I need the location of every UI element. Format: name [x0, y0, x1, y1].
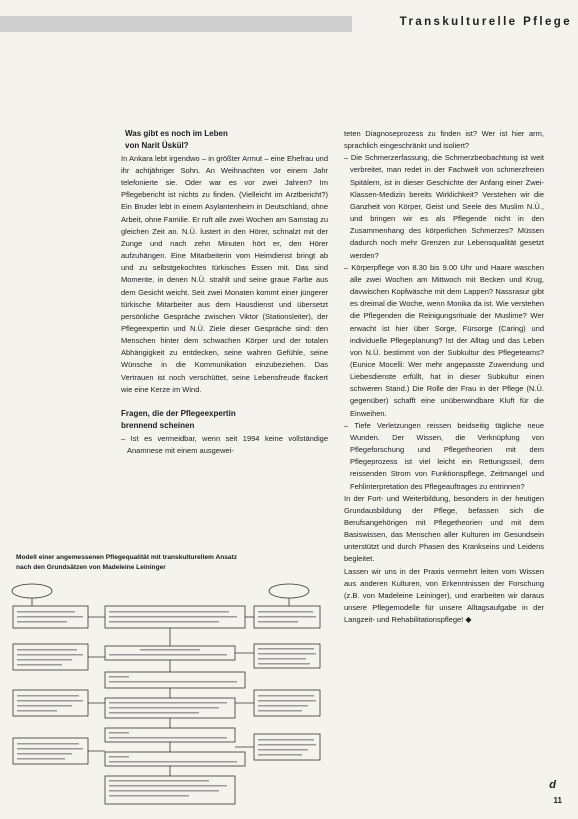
text-placeholder — [258, 754, 302, 756]
text-placeholder — [17, 654, 83, 656]
text-placeholder — [109, 737, 227, 739]
text-placeholder — [109, 785, 227, 787]
header-title: Transkulturelle Pflege — [399, 16, 572, 28]
page-number: 11 — [553, 796, 562, 805]
text-placeholder — [17, 753, 72, 755]
caption-line-1: Modell einer angemessenen Pflegequalität mit transkulturellem Ansatz — [16, 554, 238, 561]
diagram-box-left-2 — [13, 644, 88, 670]
section-heading-1b: von Narit Üskül? — [125, 141, 189, 151]
corner-logo-mark: d — [549, 779, 556, 791]
diagram-box-center-2 — [105, 646, 235, 660]
caption-line-2: nach den Grundsätzen von Madeleine Leininger — [16, 563, 166, 571]
text-placeholder — [258, 695, 314, 697]
text-placeholder — [109, 795, 189, 797]
text-placeholder — [258, 705, 308, 707]
bullet-schmerz: – Die Schmerzerfassung, die Schmerzbeobachtung ist weit verbreitet, man redet in der Fachwelt von schmerzfreien Spitälern, ist in dieser Geschichte der Anfang einer Zwei-Klassen-Medizin bereits Wirklichkeit? Verstehen wir die Ganzheit von Körper, Geist und Seele des Muslim N.Ü., und bringen wir es als Pflegende nicht in den Zusammenhang des körperlichen Schmerzes? Müssen dadurch noch mehr Grenzen zur Lebensqualität gesetzt werden? — [344, 153, 545, 260]
text-placeholder — [258, 739, 314, 741]
bullet-schmerz-text: Die Schmerzerfassung, die Schmerzbeobachtung ist weit verbreitet, man redet in der Fachwelt von schmerzfreien Spitälern, ist in dieser Geschichte der Anfang einer Zwei-Klassen-Medizin bereits Wirklichkeit? Verstehen wir die Ganzheit von Körper, Geist und Seele des Muslim N.Ü., und bringen wir es als Pflegende nicht in den Zusammenhang des körperlichen Schmerzes? Müssen dadurch noch mehr Grenzen zur Lebensqualität gesetzt werden? — [350, 153, 545, 260]
text-placeholder — [109, 790, 219, 792]
text-placeholder — [258, 710, 302, 712]
paragraph-schluss — [344, 566, 544, 627]
text-placeholder — [17, 664, 62, 666]
paragraph-schluss-text: Lassen wir uns in der Praxis vermehrt leiten vom Wissen aus anderen Kulturen, von Erkenntnissen der Forschung (z.B. von Madeleine Leininger), und erarbeiten wir daraus unsere Pflegemodelle für unsere Alltagsaufgabe in der Langzeit- und Rehabilitationspflege! — [344, 566, 544, 625]
right-column — [344, 128, 544, 626]
diagram-box-center-5 — [105, 728, 235, 742]
text-placeholder — [17, 710, 57, 712]
bullet-koerperpflege: – Körperpflege von 8.30 bis 9.00 Uhr und Haare waschen alle zwei Wochen am Mittwoch mit Becken und Krug, davwischen Kopfwäsche mit dem Lappen? Nassrasur gibt es dreimal die Woche, wenn Monika da ist. Wie verstehen die Pflegenden die Reinigungsrituale der Muslime? Wer erwacht ist hier über Sorge, Fürsorge (Caring) und individuelle Pflegeplanung? Ist der Alltag und das Leben von N.Ü. bestimmt von der Subkultur des Pflegeteams? (Eunice Mocelli: Wer mehr angepasste Zuwendung und Liebesdienste erfüllt, hat in dieser Subkultur einen schweren Stand.) Die Rolle der Frau in der Pflege (N.Ü. gegenüber) schafft eine unüberwindbare Kluft für die Einweihen. — [344, 262, 544, 418]
text-placeholder — [109, 732, 129, 734]
text-placeholder — [17, 748, 83, 750]
text-placeholder — [258, 663, 310, 665]
text-placeholder — [109, 676, 129, 678]
text-placeholder — [258, 648, 314, 650]
diagram-box-left-3 — [13, 690, 88, 716]
text-placeholder — [17, 649, 77, 651]
text-placeholder — [109, 761, 237, 763]
diagram-box-center-3 — [105, 672, 245, 688]
figure-caption — [16, 553, 316, 572]
text-placeholder — [17, 705, 72, 707]
bullet-verletzungen-text: Tiefe Verletzungen reissen beidseitig tägliche neue Wunden. Der Wissen, die Verknüpfung von Pflegeforschung und Pflegetheorien mit dem Pflegeprozess ist viel leicht ein Rettungsseil, dem reissenden Strom von Funktionspflege, Zeitmangel und Fehlinterpretation des Pflegeauftrages zu entrinnen? — [350, 420, 545, 491]
text-placeholder — [258, 616, 316, 618]
bullet-verletzungen: – Tiefe Verletzungen reissen beidseitig tägliche neue Wunden. Der Wissen, die Verknüpfung von Pflegeforschung und Pflegetheorien mit dem Pflegeprozess ist viel leicht ein Rettungsseil, dem reissenden Strom von Funktionspflege, Zeitmangel und Fehlinterpretation des Pflegeauftrages zu entrinnen? — [344, 420, 545, 491]
pflegemodell-diagram — [10, 578, 322, 810]
text-placeholder — [140, 649, 200, 651]
text-placeholder — [17, 616, 83, 618]
text-placeholder — [109, 780, 209, 782]
text-placeholder — [17, 611, 75, 613]
paragraph-weiterbildung: In der Fort- und Weiterbildung, besonders in der heutigen Grundausbildung der Pflege, befassen sich die Berufsangehörigen mit Pflegetheorien und mit dem Basiswissen, das Menschen aller Kulturen im Gesundsein unterstützt und durch Phasen des Krankseins und Leidens begleitet. — [344, 493, 544, 564]
text-placeholder — [109, 621, 219, 623]
diagram-oval-right — [269, 584, 309, 598]
text-placeholder — [109, 756, 129, 758]
end-diamond-icon: ◆ — [465, 615, 472, 625]
text-placeholder — [258, 621, 298, 623]
header-bar — [0, 16, 352, 32]
section-heading-2a: Fragen, die der Pflegeexpertin — [121, 408, 236, 418]
text-placeholder — [258, 700, 316, 702]
text-placeholder — [258, 744, 316, 746]
text-placeholder — [17, 695, 79, 697]
section-heading-2b: brennend scheinen — [121, 421, 195, 431]
text-placeholder — [109, 681, 237, 683]
text-placeholder — [17, 743, 79, 745]
section-heading-1a: Was gibt es noch im Leben — [125, 129, 228, 138]
diagram-box-left-4 — [13, 738, 88, 764]
diagram-box-center-6 — [105, 752, 245, 766]
paragraph-narit: In Ankara lebt irgendwo – in größter Armut – eine Ehefrau und ihr achtjähriger Sohn. An Weihnachten vor einem Jahr telefonierte sie. Oder war es vor zwei Jahren? Im Pflegebericht ist nichts zu finden. (Vielleicht im Arztbericht?) Ein Bruder lebt in einem Asylantenheim in Deutschland, ohne Arbeit, ohne Familie. Er ruft alle zwei Wochen am Samstag zu gleichen Zeit an. N.Ü. lustert in den Hörer, schnalzt mit der Zunge und nach zehn Minuten hört er, den Hörer aufzuhängen. Eine Mitarbeiterin vom Heimdienst bringt ab und zu selbstgekochtes türkisches Essen mit. Das sind Momente, in denen N.Ü. strahlt und seine graue Farbe aus dem Gesicht weicht. Seit zwei Monaten kommt einer jüngerer türkische Mitarbeiter aus dem Hausdienst und übersetzt persönliche Gespräche zwischen Viktor (Stationsleiter), der Pflegeexpertin und N.Ü. Ziele dieser Gespräche sind: den Menschen hinter dem schwachen Körper und der totalen Abhängigkeit zu entdecken, seine wahren Gefühle, seine Wünsche in die Kommunikation einzubeziehen. Das Vertrauen ist noch verschüttet, seine Lebensfreude flackert wie eine Kerze im Wind. — [121, 153, 328, 394]
diagram-box-right-4 — [254, 734, 320, 760]
text-placeholder — [109, 654, 227, 656]
text-placeholder — [17, 621, 67, 623]
text-placeholder — [109, 616, 237, 618]
left-column — [121, 128, 328, 457]
bullet-anamnese-text: Ist es vermeidbar, wenn seit 1994 keine vollständige Anamnese mit einem ausgewei- — [127, 433, 328, 455]
text-placeholder — [258, 749, 308, 751]
text-placeholder — [109, 707, 219, 709]
text-placeholder — [109, 611, 229, 613]
text-placeholder — [258, 658, 306, 660]
diagram-oval-left — [12, 584, 52, 598]
bullet-anamnese: – Ist es vermeidbar, wenn seit 1994 keine vollständige Anamnese mit einem ausgewei- — [121, 433, 328, 455]
text-placeholder — [17, 758, 65, 760]
text-placeholder — [109, 712, 199, 714]
text-placeholder — [258, 653, 316, 655]
text-placeholder — [109, 702, 227, 704]
bullet-koerperpflege-text: Körperpflege von 8.30 bis 9.00 Uhr und Haare waschen alle zwei Wochen am Mittwoch mit Becken und Krug, davwischen Kopfwäsche mit dem Lappen? Nassrasur gibt es dreimal die Woche, wenn Monika da ist. Wie verstehen die Pflegenden die Reinigungsrituale der Muslime? Wer erwacht ist hier über Sorge, Fürsorge (Caring) und individuelle Pflegeplanung? Ist der Alltag und das Leben von N.Ü. bestimmt von der Subkultur des Pflegeteams? (Eunice Mocelli: Wer mehr angepasste Zuwendung und Liebesdienste erfüllt, hat in dieser Subkultur einen schweren Stand.) Die Rolle der Frau in der Pflege (N.Ü. gegenüber) schafft eine unüberwindbare Kluft für die Einweihen. — [350, 262, 544, 418]
paragraph-diagnose: teten Diagnoseprozess zu finden ist? Wer ist hier arm, sprachlich eingeschränkt und isoliert? — [344, 129, 544, 151]
text-placeholder — [17, 659, 72, 661]
text-placeholder — [17, 700, 83, 702]
text-placeholder — [258, 611, 313, 613]
diagram-box-right-3 — [254, 690, 320, 716]
